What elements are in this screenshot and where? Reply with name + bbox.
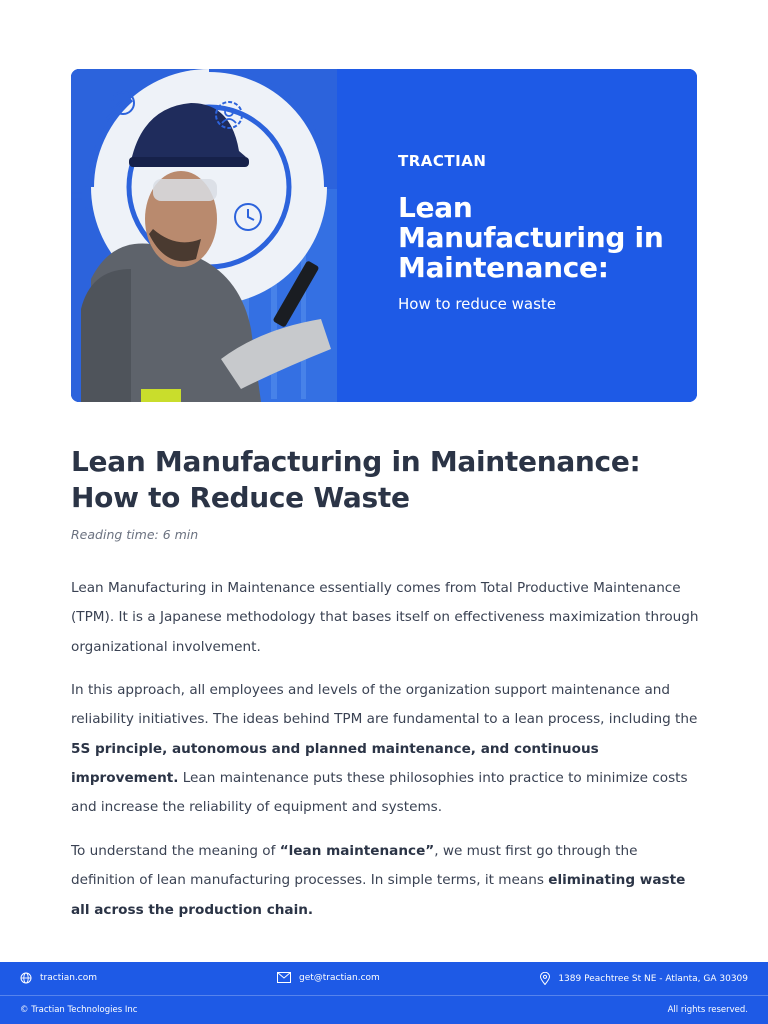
location-pin-icon <box>540 972 550 985</box>
footer <box>0 962 768 1024</box>
paragraph-2-text-c: Lean maintenance puts these philosophies into practice to minimize costs and increase the reliability of equipment and systems. <box>71 769 688 816</box>
hero-subtitle: How to reduce waste <box>398 295 557 313</box>
footer-email-text: get@tractian.com <box>299 972 380 983</box>
paragraph-1 <box>71 574 701 662</box>
hero-text-panel <box>337 69 697 402</box>
footer-copyright: © Tractian Technologies Inc <box>20 1005 138 1015</box>
footer-website-link[interactable] <box>20 972 97 984</box>
magnifier-chart-icon <box>107 92 134 119</box>
clock-icon <box>235 204 261 230</box>
brand-logo: TRACTIAN <box>398 152 487 170</box>
hero-photo <box>71 69 337 402</box>
globe-icon <box>20 972 32 984</box>
paragraph-1-text: Lean Manufacturing in Maintenance essentially comes from Total Productive Maintenance (TPM). It is a Japanese methodology that bases itself on effectiveness maximization through organizational involvement. <box>71 580 699 655</box>
reading-time: Reading time: 6 min <box>71 527 199 542</box>
paragraph-3 <box>71 837 701 925</box>
paragraph-3-bold-term: “lean maintenance” <box>279 843 435 859</box>
footer-website-text: tractian.com <box>40 973 98 983</box>
paragraph-3-bold-end: eliminating waste all across the production chain. <box>71 872 686 918</box>
footer-rights: All rights reserved. <box>667 1005 748 1015</box>
footer-contact-row <box>0 962 768 996</box>
hero-banner <box>71 69 697 402</box>
paragraph-3-text-a: To understand the meaning of <box>71 843 280 859</box>
mail-icon <box>277 972 291 983</box>
paragraph-2 <box>71 676 701 822</box>
article-title: Lean Manufacturing in Maintenance: How to Reduce Waste <box>71 445 641 514</box>
footer-address <box>540 972 748 985</box>
paragraph-2-text-a: In this approach, all employees and levels of the organization support maintenance and reliability initiatives. The ideas behind TPM are fundamental to a lean process, including the <box>71 682 698 728</box>
footer-address-text: 1389 Peachtree St NE - Atlanta, GA 30309 <box>558 973 748 984</box>
hero-title: Lean Manufacturing in Maintenance: <box>398 191 664 284</box>
gear-person-icon <box>216 102 242 128</box>
clipboard-icon <box>71 185 87 209</box>
footer-email-link[interactable] <box>277 972 380 983</box>
paragraph-3-text-c: , we must first go through the definition of lean manufacturing processes. In simple terms, it means <box>71 843 638 889</box>
paragraph-2-bold: 5S principle, autonomous and planned maintenance, and continuous improvement. <box>71 740 599 786</box>
